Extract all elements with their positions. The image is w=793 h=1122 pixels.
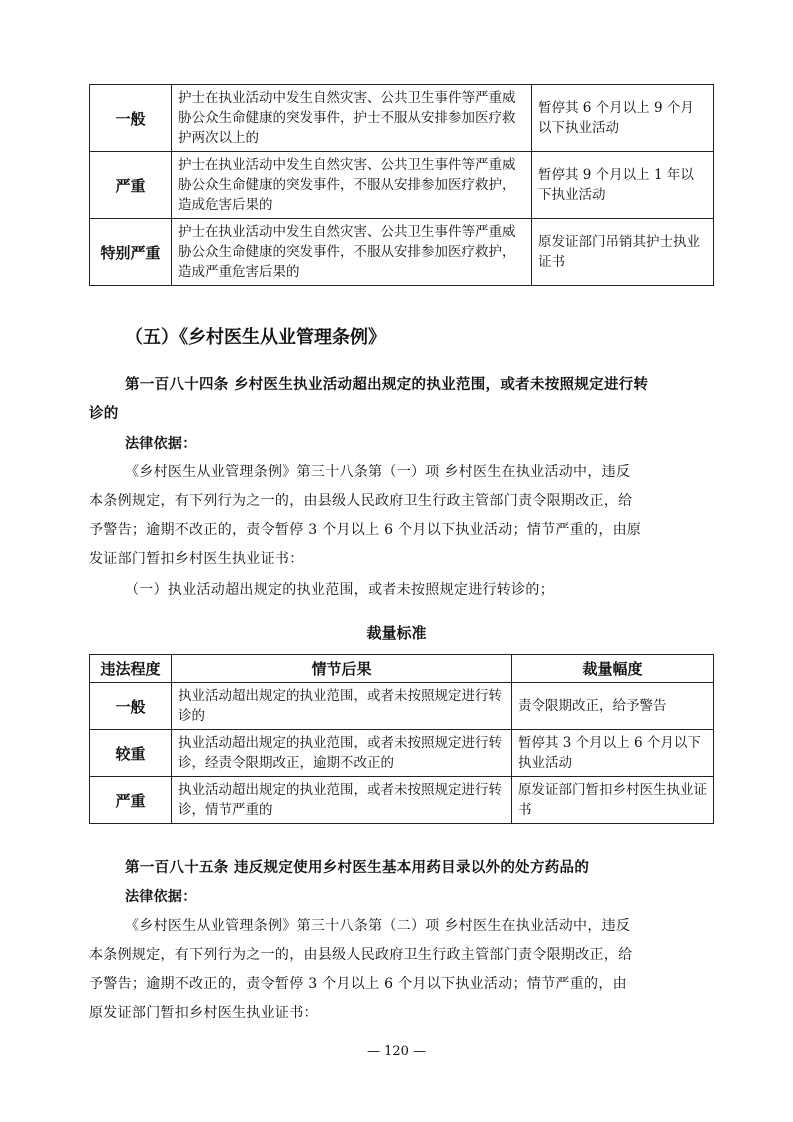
situation-cell: 执业活动超出规定的执业范围，或者未按照规定进行转诊的 [172, 683, 512, 730]
penalty-cell: 责令限期改正，给予警告 [512, 683, 714, 730]
table-row [90, 219, 714, 286]
penalty-cell: 暂停其 9 个月以上 1 年以下执业活动 [532, 152, 714, 219]
table-header-row [90, 655, 714, 683]
penalty-cell: 暂停其 3 个月以上 6 个月以下执业活动 [512, 730, 714, 777]
penalty-cell: 暂停其 6 个月以上 9 个月以下执业活动 [532, 85, 714, 152]
article-184-basis-line: 予警告；逾期不改正的，责令暂停 3 个月以上 6 个月以下执业活动；情节严重的，由原 [89, 522, 642, 538]
article-184-title-line1: 第一百八十四条 乡村医生执业活动超出规定的执业范围，或者未按照规定进行转 [125, 377, 649, 393]
discretion-table-nurse [89, 84, 714, 286]
article-185-basis-line: 予警告；逾期不改正的，责令暂停 3 个月以上 6 个月以下执业活动；情节严重的，由 [89, 976, 627, 992]
article-184-title-line2: 诊的 [89, 406, 119, 422]
table-row [90, 777, 714, 824]
article-184-basis-line: 发证部门暂扣乡村医生执业证书： [89, 551, 304, 567]
column-header: 情节后果 [172, 655, 512, 683]
table-caption: 裁量标准 [366, 624, 427, 642]
severity-cell: 特别严重 [90, 219, 172, 286]
article-185-title: 第一百八十五条 违反规定使用乡村医生基本用药目录以外的处方药品的 [125, 860, 590, 876]
severity-cell: 一般 [90, 85, 172, 152]
situation-cell: 执业活动超出规定的执业范围，或者未按照规定进行转诊，经责令限期改正，逾期不改正的 [172, 730, 512, 777]
legal-basis-label: 法律依据： [125, 889, 197, 905]
column-header: 裁量幅度 [512, 655, 714, 683]
table-row [90, 730, 714, 777]
column-header: 违法程度 [90, 655, 172, 683]
situation-cell: 护士在执业活动中发生自然灾害、公共卫生事件等严重威胁公众生命健康的突发事件，不服从安排参加医疗救护，造成严重危害后果的 [172, 219, 532, 286]
table-row [90, 85, 714, 152]
table-row [90, 683, 714, 730]
severity-cell: 一般 [90, 683, 172, 730]
article-185-basis-line: 本条例规定，有下列行为之一的，由县级人民政府卫生行政主管部门责令限期改正，给 [89, 947, 633, 963]
severity-cell: 严重 [90, 152, 172, 219]
discretion-table-village-doctor [89, 654, 714, 824]
severity-cell: 较重 [90, 730, 172, 777]
article-185-basis-line: 《乡村医生从业管理条例》第三十八条第（二）项 乡村医生在执业活动中，违反 [125, 918, 631, 934]
penalty-cell: 原发证部门暂扣乡村医生执业证书 [512, 777, 714, 824]
situation-cell: 护士在执业活动中发生自然灾害、公共卫生事件等严重威胁公众生命健康的突发事件，不服从安排参加医疗救护，造成危害后果的 [172, 152, 532, 219]
situation-cell: 护士在执业活动中发生自然灾害、公共卫生事件等严重威胁公众生命健康的突发事件，护士不服从安排参加医疗救护两次以上的 [172, 85, 532, 152]
page-number: — 120 — [366, 1044, 427, 1059]
section-heading: （五）《乡村医生从业管理条例》 [125, 327, 386, 348]
article-185-basis-line: 原发证部门暂扣乡村医生执业证书： [89, 1005, 318, 1021]
article-184-basis-line: 《乡村医生从业管理条例》第三十八条第（一）项 乡村医生在执业活动中，违反 [125, 464, 631, 480]
legal-basis-label: 法律依据： [125, 436, 197, 452]
severity-cell: 严重 [90, 777, 172, 824]
table-row [90, 152, 714, 219]
article-184-item: （一）执业活动超出规定的执业范围，或者未按照规定进行转诊的； [125, 582, 554, 598]
penalty-cell: 原发证部门吊销其护士执业证书 [532, 219, 714, 286]
article-184-basis-line: 本条例规定，有下列行为之一的，由县级人民政府卫生行政主管部门责令限期改正，给 [89, 493, 633, 509]
situation-cell: 执业活动超出规定的执业范围，或者未按照规定进行转诊，情节严重的 [172, 777, 512, 824]
